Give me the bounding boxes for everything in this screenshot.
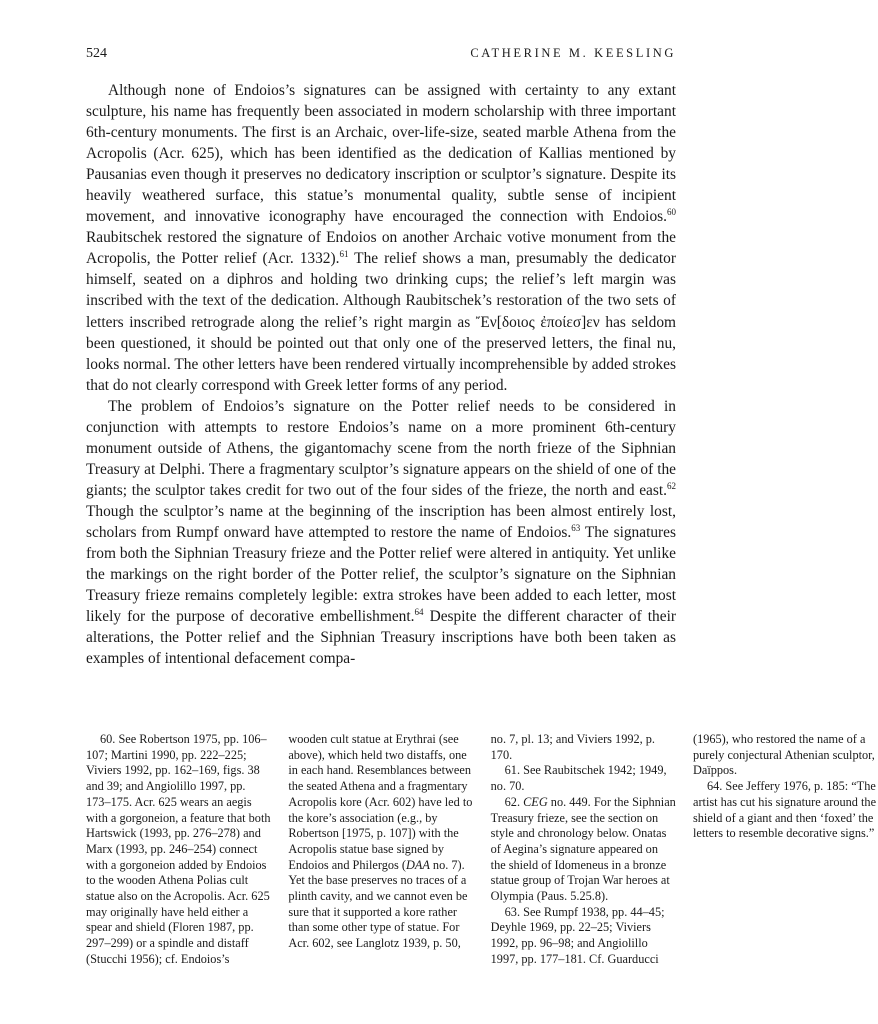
running-head: CATHERINE M. KEESLING [470,46,676,60]
footnote-ref-61: 61 [339,249,349,260]
footnotes [86,732,877,982]
footnote-62-lead: 62. [504,794,524,809]
footnote-60-italic: DAA [405,857,430,872]
footnote-ref-64: 64 [414,607,424,618]
footnote-64: 64. See Jeffery 1976, p. 185: “The artist has cut his signature around the shield of a giant and then ‘foxed’ the letters to resemble decorative signs.” [692,779,877,841]
footnote-ref-63: 63 [571,522,581,533]
footnote-ref-62: 62 [667,480,676,491]
footnote-62 [491,795,676,905]
footnote-62-tail: no. 449. For the Siphnian Treasury frieze, see the section on style and chronology below. Onatas of Aegina’s signature appeared on the shield of Idomeneus in a bronze statue group of Trojan War heroes at Olympia (Paus. 5.25.8). [490,794,676,904]
footnote-60-tail: no. 7). Yet the base preserves no traces of a plinth cavity, and we cannot even be sure that it supported a kore rather than some other type of statue. For Acr. 602, see Langlotz 1939, p. 50, no. 7, pl. 13; and Viviers 1992, p. 170. [288,732,656,951]
paragraph-1-text-b: Raubitschek restored the signature of Endoios on another Archaic votive monument from the Acropolis, the Potter relief (Acr. 1332). [86,229,676,268]
paragraph-1 [86,80,676,396]
footnote-61: 61. See Raubitschek 1942; 1949, no. 70. [490,763,667,794]
paragraph-2-text-c: The signatures from both the Siphnian Treasury frieze and the Potter relief were altered in antiquity. Yet unlike the markings on the right border of the Potter relief, the sculptor’s signature on the Siphnian Treasury frieze remains completely legible: extra strokes have been added to each letter, most likely for the purpose of decorative embellishment. [86,523,677,626]
paragraph-1-text-a: Although none of Endoios’s signatures can be assigned with certainty to any extant sculpture, his name has frequently been associated in modern scholarship with three important 6th-century monuments. The first is an Archaic, over-life-size, seated marble Athena from the Acropolis (Acr. 625), which has been identified as the dedication of Kallias mentioned by Pausanias even though it preserves no dedicatory inscription or sculptor’s signature. Despite its heavily weathered surface, this statue’s monumental quality, subtle sense of incipient movement, and innovative iconography have encouraged the connection with Endoios. [86,82,676,226]
paragraph-2-text-b: Though the sculptor’s name at the beginning of the inscription has been almost entirely lost, scholars from Rumpf onward have attempted to restore the name of Endoios. [86,502,676,541]
footnote-62-italic: CEG [523,794,548,809]
page-number: 524 [86,46,107,61]
paragraph-2-text-d: Despite the different character of their alterations, the Potter relief and the Siphnian Treasury inscriptions have both been taken as examples of intentional defacement compa- [86,608,676,668]
paragraph-1-text-c: The relief shows a man, presumably the dedicator himself, seated on a diphros and holding two drinking cups; the relief’s left margin was inscribed with the text of the dedication. Although Raubitschek’s restoration of the two sets of letters inscribed retrograde along the relief’s right margin as Ἔν[δοιος ἐποίεσ]εν has seldom been questioned, it should be pointed out that only one of the preserved letters, the final nu, looks normal. The other letters have been rendered virtually incomprehensible by added strokes that do not clearly correspond with Greek letter forms of any period. [86,250,677,394]
paragraph-2-text-a: The problem of Endoios’s signature on the Potter relief needs to be considered in conjunction with attempts to restore Endoios’s name on a more prominent 6th-century monument outside of Athens, the gigantomachy scene from the north frieze of the Siphnian Treasury at Delphi. There a fragmentary sculptor’s signature appears on the shield of one of the giants; the sculptor takes credit for two out of the four sides of the frieze, the north and east. [86,397,676,499]
footnote-ref-60: 60 [667,207,676,218]
paragraph-2 [86,396,676,670]
body-text [86,80,676,669]
footnote-63: 63. See Rumpf 1938, pp. 44–45; Deyhle 1969, pp. 22–25; Viviers 1992, pp. 96–98; and Angiolillo 1997, pp. 177–181. Cf. Guarducci (1965), who restored the name of a purely conjectural Athenian sculptor, Daïppos. [490,732,875,966]
footnote-60-text: 60. See Robertson 1975, pp. 106–107; Martini 1990, pp. 222–225; Viviers 1992, pp. 162–169, figs. 38 and 39; and Angiolillo 1997, pp. 173–175. Acr. 625 wears an aegis with a gorgoneion, a feature that both Hartswick (1993, pp. 276–278) and Marx (1993, pp. 246–254) connect with a gorgoneion added by Endoios to the wooden Athena Polias cult statue also on the Acropolis. Acr. 625 may originally have held either a spear and shield (Floren 1987, pp. 297–299) or a spindle and distaff (Stucchi 1956); cf. Endoios’s wooden cult statue at Erythrai (see above), which held two distaffs, one in each hand. Resemblances between the seated Athena and a fragmentary Acropolis kore (Acr. 602) have led to the kore’s association (e.g., by Robertson [1975, p. 107]) with the Acropolis statue base signed by Endoios and Philergos ( [86,732,473,966]
page-header [86,46,676,66]
